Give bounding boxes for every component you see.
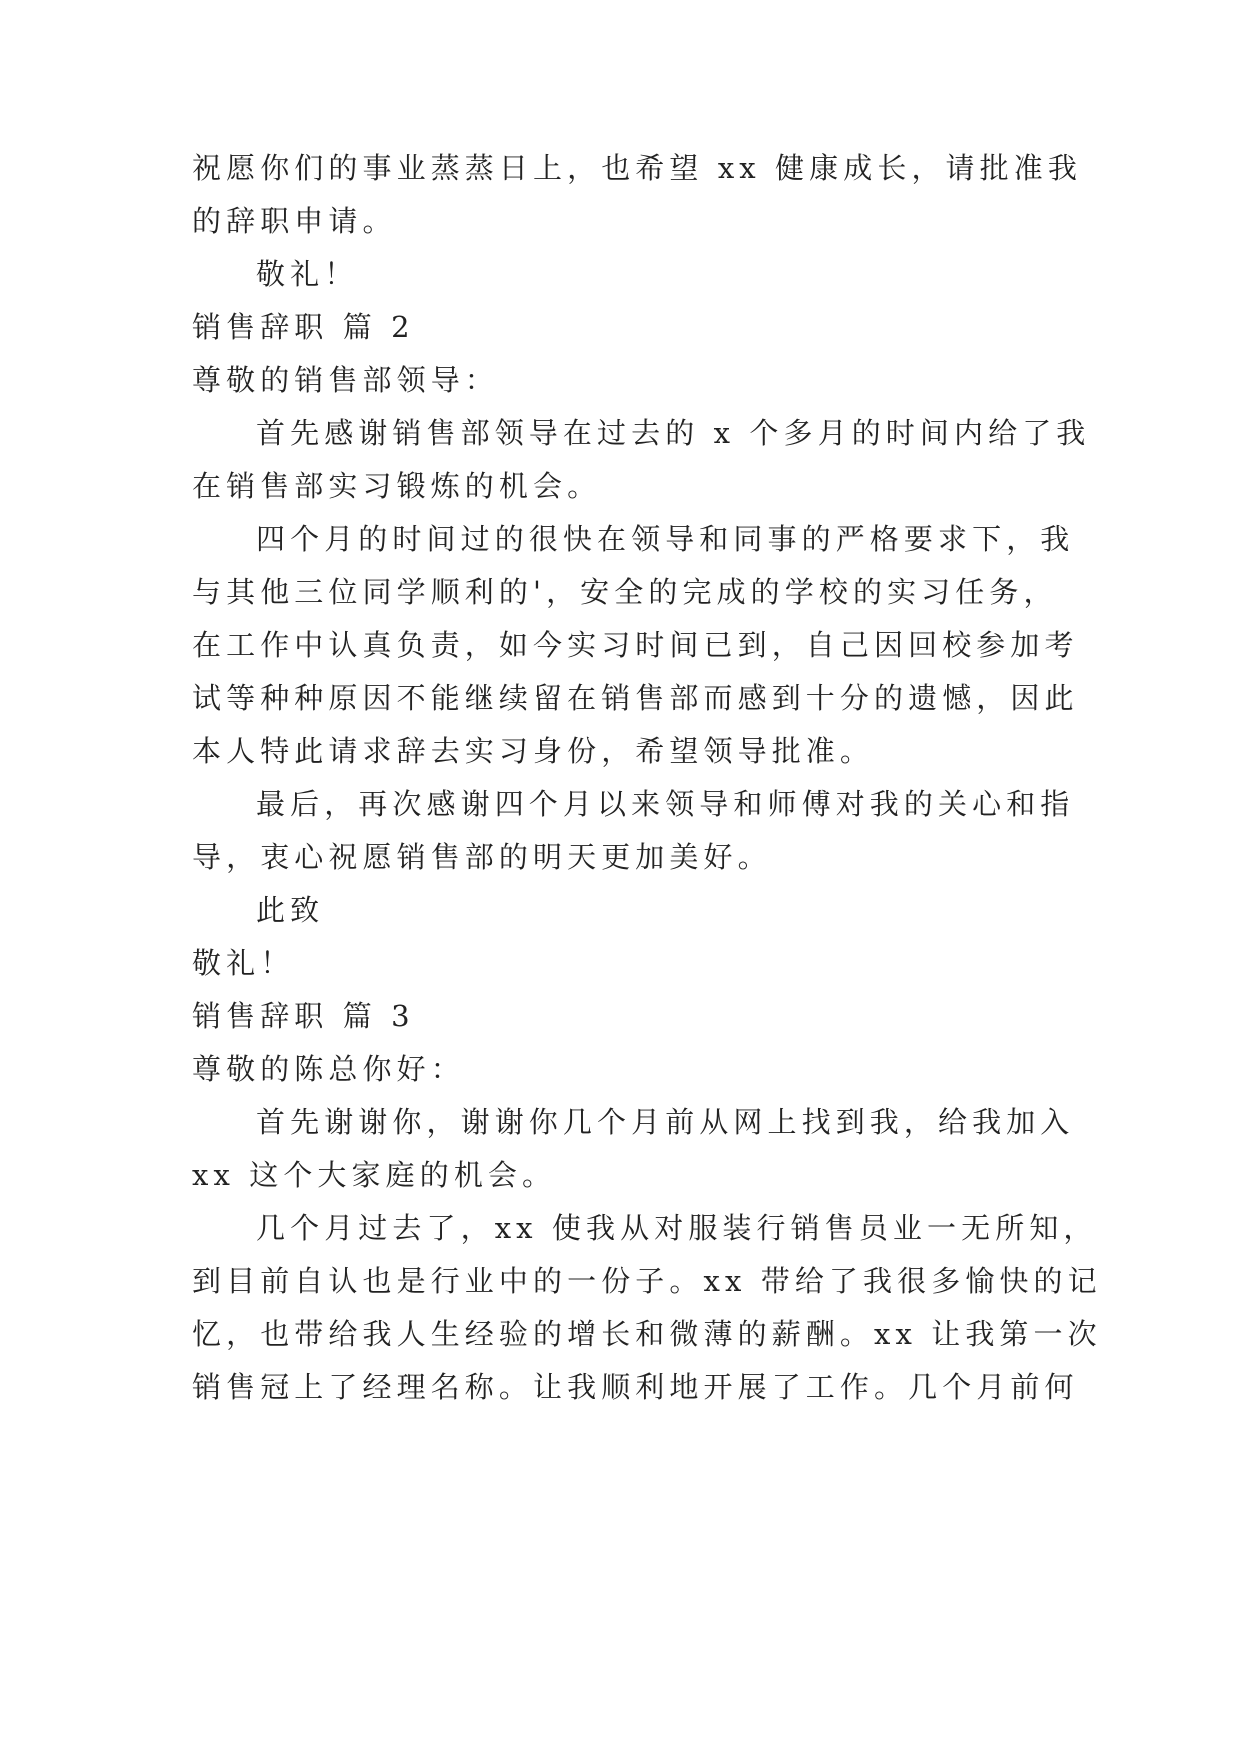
closing-phrase: 此致 (256, 893, 325, 927)
text-line: 销售冠上了经理名称。让我顺利地开展了工作。几个月前何 (192, 1370, 1079, 1404)
section-heading: 销售辞职 篇 2 (192, 310, 415, 344)
text-line: 四个月的时间过的很快在领导和同事的严格要求下，我 (256, 522, 1075, 556)
text-line: 首先感谢销售部领导在过去的 x 个多月的时间内给了我 (256, 416, 1091, 450)
section-heading: 销售辞职 篇 3 (192, 999, 415, 1033)
text-line: 首先谢谢你，谢谢你几个月前从网上找到我，给我加入 (256, 1105, 1075, 1139)
text-line: 的辞职申请。 (192, 204, 397, 238)
text-line: 本人特此请求辞去实习身份，希望领导批准。 (192, 734, 875, 768)
closing-salutation: 敬礼！ (192, 946, 295, 980)
letter-greeting: 尊敬的销售部领导： (192, 363, 499, 397)
text-line: 忆，也带给我人生经验的增长和微薄的薪酬。xx 让我第一次 (192, 1317, 1102, 1351)
text-line: 最后，再次感谢四个月以来领导和师傅对我的关心和指 (256, 787, 1075, 821)
text-line: 与其他三位同学顺利的'，安全的完成的学校的实习任务， (192, 575, 1058, 609)
closing-salutation: 敬礼！ (256, 257, 359, 291)
text-line: 在工作中认真负责，如今实习时间已到，自己因回校参加考 (192, 628, 1079, 662)
text-line: 导，衷心祝愿销售部的明天更加美好。 (192, 840, 772, 874)
text-line: xx 这个大家庭的机会。 (192, 1158, 557, 1192)
text-line: 在销售部实习锻炼的机会。 (192, 469, 602, 503)
text-line: 到目前自认也是行业中的一份子。xx 带给了我很多愉快的记 (192, 1264, 1102, 1298)
text-line: 试等种种原因不能继续留在销售部而感到十分的遗憾，因此 (192, 681, 1079, 715)
text-line: 祝愿你们的事业蒸蒸日上，也希望 xx 健康成长，请批准我 (192, 151, 1082, 185)
letter-greeting: 尊敬的陈总你好： (192, 1052, 465, 1086)
text-line: 几个月过去了，xx 使我从对服装行销售员业一无所知， (256, 1211, 1098, 1245)
